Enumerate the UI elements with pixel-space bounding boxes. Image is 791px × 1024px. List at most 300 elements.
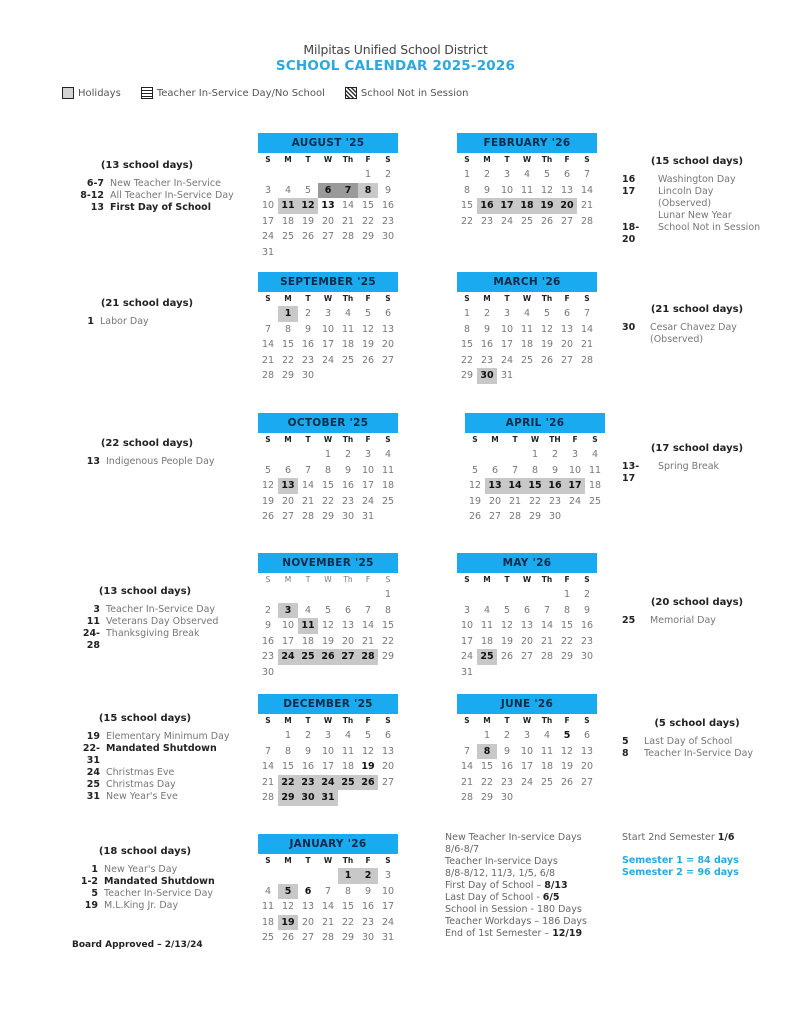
calendar-sep [258,272,398,384]
day-cell: 25 [281,231,295,242]
day-cell: 17 [565,478,585,494]
day-cell: 19 [321,635,335,647]
weekday-label: Th [342,155,354,164]
day-cell: 15 [281,339,295,350]
event-date: 13 [90,202,104,213]
day-cell: 16 [301,339,315,350]
day-cell: 27 [338,649,358,665]
day-cell: 30 [500,792,514,803]
day-cell: 28 [358,649,378,665]
day-cell: 9 [304,745,312,757]
month-notes-jun [622,718,772,760]
weekday-label: W [323,435,333,444]
month-grid [457,573,597,680]
day-cell: 21 [508,495,522,507]
day-cell: 30 [381,231,395,242]
day-cell: 24 [318,775,338,791]
weekday-label: F [365,575,371,584]
empty-cell [298,447,318,463]
month-grid [258,153,398,260]
day-cell: 15 [525,478,545,494]
day-cell: 14 [580,184,594,196]
day-cell: 27 [281,511,295,522]
event-date: 31 [86,791,100,802]
day-cell: 22 [528,495,542,507]
day-cell: 10 [500,184,514,196]
month-grid [258,714,398,806]
day-cell: 1 [278,306,298,322]
month-header: APRIL '26 [465,413,605,433]
day-cell: 4 [543,730,551,741]
event-row [72,316,222,328]
day-cell: 10 [321,323,335,335]
weekday-label: Th [342,716,354,725]
day-cell: 14 [301,480,315,491]
day-cell: 2 [304,730,312,741]
empty-cell [298,868,318,884]
day-cell: 1 [563,589,571,600]
month-header: SEPTEMBER '25 [258,272,398,292]
event-label: Memorial Day [650,615,716,626]
event-label: New Teacher In-Service [110,178,221,189]
event-row [70,864,220,876]
event-label: Cesar Chavez Day [650,322,737,333]
day-cell: 4 [523,169,531,180]
day-cell: 10 [460,620,474,631]
weekday-label: S [265,856,271,865]
day-cell: 24 [500,354,514,366]
event-row [70,628,220,652]
day-cell: 3 [503,308,511,319]
day-cell: 28 [321,932,335,943]
month-notes-mar [622,304,772,346]
day-cell: 12 [560,745,574,757]
event-date: 13 [86,456,100,467]
day-cell: 21 [301,495,315,507]
weekday-label: S [584,716,590,725]
weekday-label: S [265,155,271,164]
month-notes-dec [70,713,230,803]
day-cell: 13 [341,620,355,631]
event-row [70,900,220,912]
day-cell: 3 [523,730,531,741]
weekday-label: S [385,716,391,725]
empty-cell [258,306,278,322]
event-label: Christmas Eve [106,767,175,778]
event-row [72,190,234,202]
day-cell: 15 [460,339,474,350]
day-cell: 8 [477,744,497,760]
day-cell: 8 [358,183,378,199]
event-label: Indigenous People Day [106,456,215,467]
weekday-label: S [472,435,478,444]
day-cell: 19 [301,215,315,227]
calendar-oct [258,413,398,525]
day-cell: 23 [341,495,355,507]
day-cell: 1 [324,449,332,460]
day-cell: 19 [361,339,375,350]
day-cell: 13 [485,478,505,494]
weekday-label: W [323,716,333,725]
day-cell: 12 [361,323,375,335]
day-cell: 5 [543,308,551,319]
event-label: Teacher In-Service Day [644,748,754,759]
event-label: Teacher In-Service Day [104,888,214,899]
day-cell: 7 [264,323,272,335]
day-cell: 29 [460,370,474,381]
day-cell: 24 [261,231,275,242]
day-cell: 4 [384,449,392,460]
day-cell: 1 [483,730,491,741]
day-cell: 12 [468,480,482,491]
day-cell: 29 [361,231,375,242]
day-cell: 8 [563,604,571,616]
event-label: First Day of School [110,202,211,213]
summary-line: 8/8-8/12, 11/3, 1/5, 6/8 [445,868,556,879]
empty-cell [278,868,298,884]
day-cell: 6 [563,308,571,319]
event-date: 5 [622,736,629,747]
day-cell: 2 [503,730,511,741]
day-cell: 11 [341,323,355,335]
day-cell: 3 [364,449,372,460]
day-cell: 23 [480,354,494,366]
day-cell: 9 [483,184,491,196]
day-cell: 5 [543,169,551,180]
day-cell: 22 [361,215,375,227]
month-grid [258,573,398,680]
event-label: (Observed) [658,198,712,209]
weekday-label: W [522,716,532,725]
day-cell: 21 [361,635,375,647]
day-cell: 1 [384,589,392,600]
legend-holidays [62,87,121,99]
calendar-jun [457,694,597,806]
calendar-feb [457,133,597,229]
month-notes-oct [72,438,222,468]
event-label: Lincoln Day [658,186,714,197]
event-date [622,198,652,210]
day-cell: 20 [381,761,395,772]
weekday-label: S [584,575,590,584]
event-row [622,322,772,334]
weekday-label: S [265,716,271,725]
day-cell: 7 [583,308,591,319]
weekday-label: Th [342,435,354,444]
event-row [622,461,772,485]
event-date: 24-28 [82,628,100,651]
day-cell: 12 [321,620,335,631]
day-cell: 22 [321,495,335,507]
event-row [70,604,220,616]
day-cell: 8 [284,323,292,335]
event-label: Thanksgiving Break [106,628,200,639]
day-cell: 29 [381,651,395,662]
school-days-count: (18 school days) [98,846,192,857]
summary-line: Teacher Workdays – 186 Days [445,916,587,927]
day-cell: 31 [381,932,395,943]
day-cell: 23 [381,215,395,227]
day-cell: 9 [344,464,352,476]
weekday-label: S [385,155,391,164]
day-cell: 20 [520,635,534,647]
day-cell: 12 [500,620,514,631]
day-cell: 9 [503,745,511,757]
day-cell: 2 [304,308,312,319]
day-cell: 19 [537,198,557,214]
day-cell: 17 [460,635,474,647]
event-row [70,876,220,888]
event-date: 22-31 [82,743,100,766]
day-cell: 2 [483,308,491,319]
month-notes-apr [622,443,772,485]
weekday-label: F [564,716,570,725]
event-row [72,178,234,190]
month-grid [457,292,597,384]
day-cell: 6 [583,730,591,741]
day-cell: 22 [480,776,494,788]
month-grid [258,433,398,525]
event-date: 1 [87,316,94,327]
day-cell: 21 [341,215,355,227]
event-row [70,743,230,767]
day-cell: 1 [364,169,372,180]
weekday-label: Th [343,575,353,584]
day-cell: 25 [298,649,318,665]
school-days-count: (5 school days) [654,718,740,729]
day-cell: 6 [491,464,499,476]
day-cell: 21 [460,776,474,788]
day-cell: 27 [560,354,574,366]
weekday-label: W [530,435,540,444]
day-cell: 22 [460,354,474,366]
day-cell: 29 [321,511,335,522]
event-label: Labor Day [100,316,149,327]
day-cell: 29 [341,932,355,943]
day-cell: 25 [261,932,275,943]
weekday-label: T [504,716,510,725]
event-date: 13-17 [622,461,640,484]
day-cell: 10 [321,745,335,757]
empty-cell [318,167,338,183]
day-cell: 11 [298,618,318,634]
school-days-count: (15 school days) [650,156,744,167]
day-cell: 18 [341,339,355,350]
event-row [72,202,234,214]
day-cell: 27 [381,354,395,366]
semester-1-days: Semester 1 = 84 days [622,855,739,866]
day-cell: 19 [361,761,375,772]
board-approved: Board Approved – 2/13/24 [72,940,203,950]
day-cell: 6 [384,308,392,319]
day-cell: 14 [580,323,594,335]
day-cell: 9 [384,184,392,196]
day-cell: 23 [548,495,562,507]
day-cell: 26 [318,649,338,665]
day-cell: 25 [477,649,497,665]
day-cell: 29 [281,370,295,381]
day-cell: 16 [261,635,275,647]
day-cell: 21 [261,354,275,366]
day-cell: 19 [278,915,298,931]
day-cell: 14 [460,761,474,772]
day-cell: 8 [344,885,352,897]
weekday-label: T [305,716,311,725]
day-cell: 28 [580,354,594,366]
day-cell: 11 [341,745,355,757]
event-label: Lunar New Year [658,210,732,221]
event-label: M.L.King Jr. Day [104,900,179,911]
day-cell: 18 [540,761,554,772]
day-cell: 23 [580,635,594,647]
event-row [622,198,772,210]
day-cell: 1 [284,730,292,741]
day-cell: 2 [264,604,272,616]
day-cell: 26 [540,215,554,227]
day-cell: 9 [551,464,559,476]
weekday-label: Th [541,155,553,164]
weekday-label: Th [342,294,354,303]
day-cell: 4 [344,730,352,741]
semester-2-days: Semester 2 = 96 days [622,867,739,878]
school-days-count: (13 school days) [100,160,194,171]
day-cell: 14 [321,901,335,912]
weekday-label: T [305,294,311,303]
event-row [70,888,220,900]
school-days-count: (15 school days) [98,713,192,724]
day-cell: 15 [460,200,474,211]
not-in-session-swatch-icon [345,87,357,99]
empty-cell [457,728,477,744]
day-cell: 7 [543,604,551,616]
day-cell: 30 [261,666,275,678]
day-cell: 31 [261,246,275,258]
event-date: 18-20 [622,222,640,245]
day-cell: 13 [580,745,594,757]
day-cell: 15 [560,620,574,631]
legend [62,87,488,99]
weekday-label: S [592,435,598,444]
event-label: Elementary Minimum Day [106,731,230,742]
event-date [622,210,652,222]
event-label: New Year's Eve [106,791,178,802]
day-cell: 28 [261,370,275,381]
empty-cell [278,587,298,603]
day-cell: 21 [540,635,554,647]
weekday-label: Th [342,856,354,865]
day-cell: 3 [384,870,392,881]
weekday-label: M [284,716,292,725]
calendar-aug [258,133,398,260]
day-cell: 30 [548,511,562,522]
day-cell: 21 [580,339,594,350]
day-cell: 25 [588,495,602,507]
weekday-label: S [584,294,590,303]
day-cell: 6 [523,604,531,616]
day-cell: 23 [480,215,494,227]
empty-cell [465,447,485,463]
weekday-label: M [483,294,491,303]
weekday-label: S [464,155,470,164]
weekday-label: S [464,716,470,725]
month-grid [457,153,597,229]
day-cell: 5 [324,604,332,616]
day-cell: 29 [278,790,298,806]
day-cell: 20 [557,198,577,214]
day-cell: 7 [264,745,272,757]
day-cell: 16 [545,478,565,494]
day-cell: 14 [505,478,525,494]
weekday-label: T [512,435,518,444]
weekday-label: F [365,155,371,164]
event-label: Veterans Day Observed [106,616,219,627]
event-date: 19 [86,731,100,742]
event-label: Mandated Shutdown [106,743,217,754]
event-label: Last Day of School [644,736,733,747]
day-cell: 5 [264,464,272,476]
school-days-count: (21 school days) [650,304,744,315]
day-cell: 18 [381,480,395,491]
day-cell: 20 [381,339,395,350]
event-label: Teacher In-Service Day [106,604,216,615]
page-title: SCHOOL CALENDAR 2025-2026 [275,58,516,74]
day-cell: 18 [588,480,602,491]
weekday-label: Th [541,294,553,303]
calendar-jan [258,834,398,946]
day-cell: 20 [321,215,335,227]
day-cell: 3 [324,308,332,319]
month-grid [258,292,398,384]
weekday-label: T [504,294,510,303]
weekday-label: Th [541,716,553,725]
event-label: (Observed) [650,334,704,345]
empty-cell [497,587,517,603]
event-date: 25 [86,779,100,790]
weekday-label: T [504,155,510,164]
calendar-mar [457,272,597,384]
day-cell: 31 [500,370,514,381]
calendar-apr [465,413,605,525]
semester-totals [622,855,739,879]
day-cell: 14 [540,620,554,631]
month-header: MAY '26 [457,553,597,573]
day-cell: 7 [324,885,332,897]
event-row [622,210,772,222]
event-date: 8 [622,748,629,759]
empty-cell [477,587,497,603]
month-header: DECEMBER '25 [258,694,398,714]
day-cell: 27 [381,776,395,788]
day-cell: 5 [563,730,571,741]
day-cell: 2 [344,449,352,460]
weekday-label: F [365,856,371,865]
day-cell: 15 [480,761,494,772]
day-cell: 18 [341,761,355,772]
inservice-swatch-icon [141,87,153,99]
day-cell: 20 [488,495,502,507]
day-cell: 18 [517,198,537,214]
empty-cell [258,447,278,463]
day-cell: 14 [341,200,355,211]
day-cell: 15 [281,761,295,772]
day-cell: 15 [381,620,395,631]
event-date: 6-7 [86,178,104,189]
day-cell: 8 [284,745,292,757]
weekday-label: T [305,575,311,584]
day-cell: 29 [480,792,494,803]
day-cell: 26 [261,511,275,522]
day-cell: 11 [520,323,534,335]
